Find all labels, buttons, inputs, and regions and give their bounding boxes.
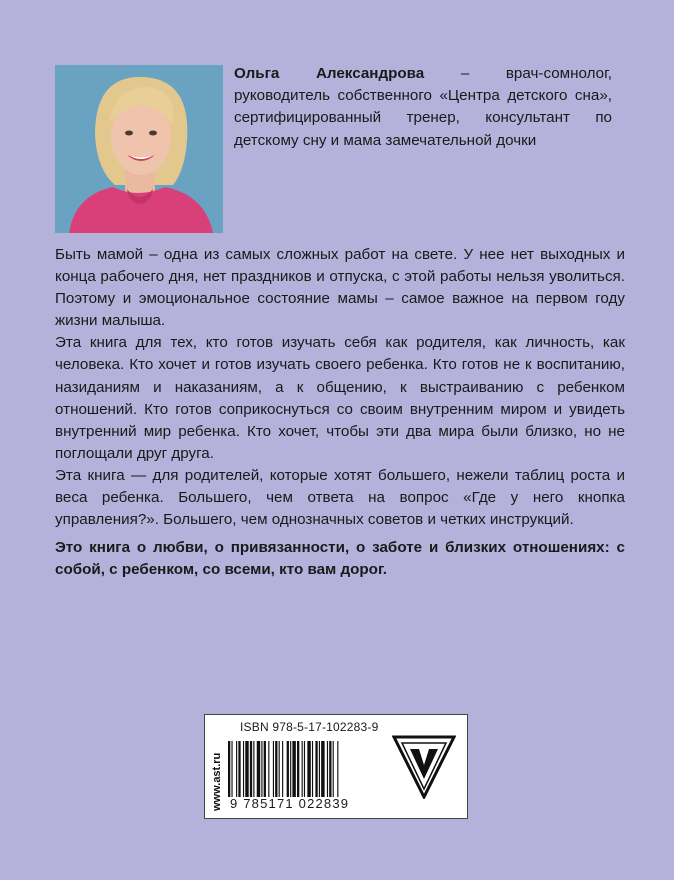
barcode-bar [315, 741, 317, 797]
paragraph-3: Эта книга — для родителей, которые хотят большего, нежели таблиц роста и веса ребенка. Большего, чем ответа на вопрос «Где у него кнопка управления?». Большего, чем однозначных советов и четких инструкций. [55, 466, 625, 529]
barcode-bar [304, 741, 305, 797]
publisher-v-logo [392, 735, 456, 799]
book-description [55, 244, 625, 581]
barcode-bar [250, 741, 252, 797]
author-name: Ольга Александрова [234, 65, 425, 82]
barcode-bar [329, 741, 331, 797]
barcode-bar [292, 741, 295, 797]
barcode-bar [327, 741, 328, 797]
barcode-bar [257, 741, 260, 797]
barcode-bar [275, 741, 277, 797]
barcode-bar [290, 741, 291, 797]
barcode-bar [302, 741, 303, 797]
barcode-bar [307, 741, 310, 797]
barcode-bar [253, 741, 254, 797]
barcode-bar [243, 741, 244, 797]
barcode-bar [261, 741, 262, 797]
barcode-bar [273, 741, 274, 797]
isbn-text: ISBN 978-5-17-102283-9 [240, 720, 379, 734]
barcode-bar [282, 741, 283, 797]
barcode-bar [333, 741, 334, 797]
barcode-bar [236, 741, 237, 797]
barcode-bar [245, 741, 248, 797]
barcode-bar [228, 741, 230, 797]
barcode-bar [287, 741, 289, 797]
barcode-bar [279, 741, 280, 797]
paragraph-2: Эта книга для тех, кто готов изучать себя как родителя, как личность, как человека. Кто хочет и готов изучать своего ребенка. Кто готов не к воспитанию, назиданиям и наказаниям, а к общению, к выстраиванию с ребенком отношений. Кто готов соприкоснуться со своим внутренним миром и увидеть внутренний мир ребенка. Кто хочет, чтобы эти два мира были близко, но не поглощали друг друга. [55, 334, 625, 462]
website-vertical-label [206, 716, 224, 815]
barcode-bar [268, 741, 269, 797]
author-bio [234, 63, 612, 152]
paragraph-4-bold: Это книга о любви, о привязанности, о заботе и близких отношениях: с собой, с ребенком, со всеми, кто вам дорог. [55, 539, 625, 579]
barcode-bar [321, 741, 324, 797]
website-text: www.ast.ru [211, 752, 223, 811]
paragraph-1: Быть мамой – одна из самых сложных работ на свете. У нее нет выходных и конца рабочего дня, нет праздников и отпуска, с этой работы нельзя уволиться. Поэтому и эмоциональное состояние мамы – самое важное на первом году жизни малыша. [55, 246, 625, 330]
author-photo [55, 65, 223, 233]
barcode-bar [319, 741, 320, 797]
author-portrait-illustration [55, 65, 223, 233]
barcode-bar [264, 741, 266, 797]
barcode-bar [231, 741, 232, 797]
barcode-bar [238, 741, 240, 797]
barcode-bars [226, 741, 376, 797]
barcode-bar [337, 741, 338, 797]
barcode-bar [297, 741, 299, 797]
author-description: – врач-сомнолог, руководитель собственного «Центра детского сна», сертифицированный тренер, консультант по детскому сну и мама замечательной дочки [234, 65, 612, 149]
barcode-bar [312, 741, 313, 797]
barcode-digits: 9 785171 022839 [230, 796, 350, 811]
